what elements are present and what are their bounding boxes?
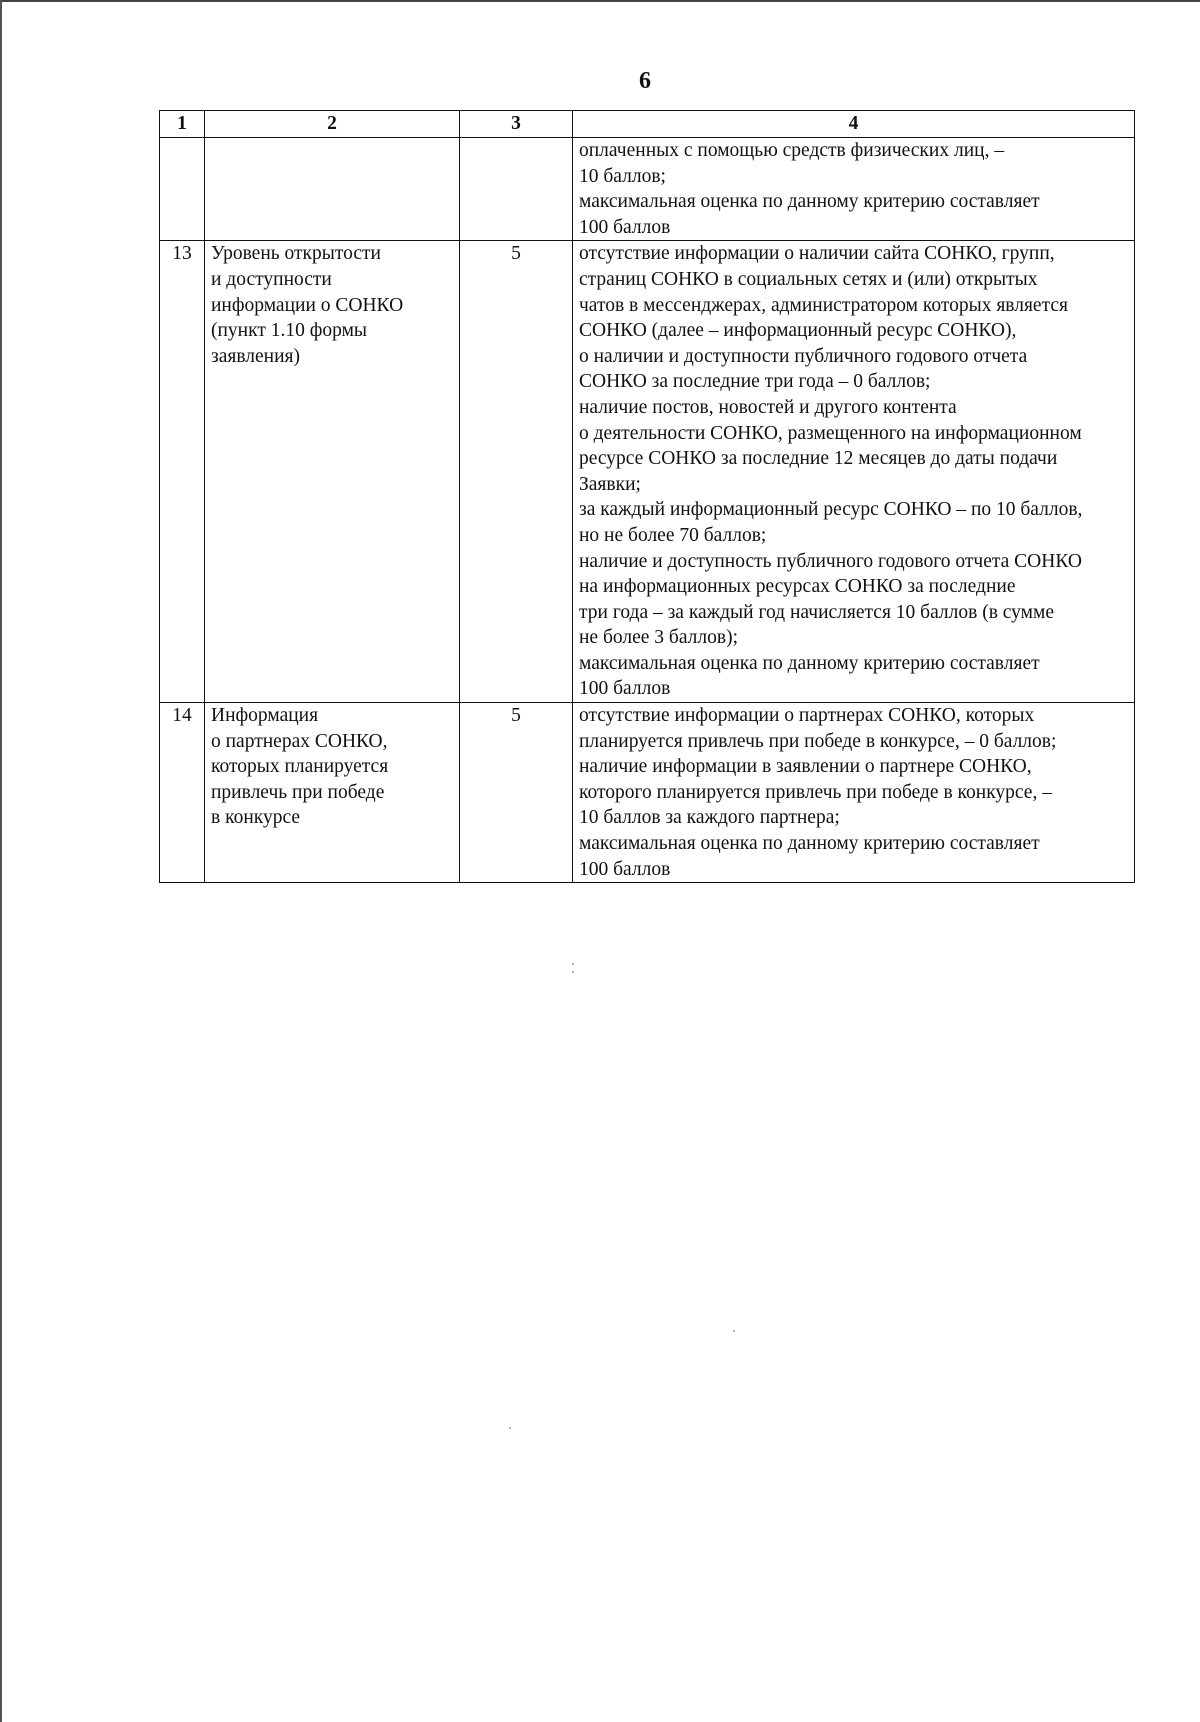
column-header: 2 [205, 111, 460, 138]
row-number: 13 [160, 241, 205, 703]
criterion-line: о партнерах СОНКО, [211, 730, 388, 752]
scoring-line: не более 3 баллов); [579, 627, 738, 649]
scoring-line: СОНКО за последние три года – 0 баллов; [579, 371, 931, 393]
scan-speck [572, 963, 574, 965]
criterion-line: Уровень открытости [211, 243, 381, 265]
scoring-cell [573, 241, 1135, 703]
column-header: 4 [573, 111, 1135, 138]
scoring-line: Заявки; [579, 473, 641, 495]
scoring-line: о наличии и доступности публичного годового отчета [579, 345, 1028, 367]
criterion-line: привлечь при победе [211, 781, 385, 803]
table-row [160, 703, 1135, 883]
criterion-cell [205, 138, 460, 241]
criterion-line: в конкурсе [211, 807, 300, 829]
criteria-table [159, 110, 1135, 883]
scoring-line: наличие постов, новостей и другого контента [579, 396, 957, 418]
scoring-line: ресурсе СОНКО за последние 12 месяцев до даты подачи [579, 448, 1058, 470]
criterion-cell [205, 241, 460, 703]
scoring-line: отсутствие информации о партнерах СОНКО, которых [579, 705, 1035, 727]
weight-cell: 5 [460, 241, 573, 703]
criterion-line: заявления) [211, 345, 300, 367]
scoring-line: о деятельности СОНКО, размещенного на информационном [579, 422, 1082, 444]
scoring-line: 10 баллов; [579, 165, 666, 187]
scoring-line: на информационных ресурсах СОНКО за последние [579, 576, 1016, 598]
criterion-line: и доступности [211, 268, 332, 290]
scan-speck [509, 1427, 511, 1429]
scoring-line: максимальная оценка по данному критерию составляет [579, 652, 1040, 674]
scoring-line: 10 баллов за каждого партнера; [579, 807, 840, 829]
page-number: 6 [639, 68, 651, 94]
criterion-line: которых планируется [211, 756, 389, 778]
scoring-line: которого планируется привлечь при победе в конкурсе, – [579, 781, 1052, 803]
table-row [160, 138, 1135, 241]
scan-speck [572, 971, 574, 973]
page-edge-top [0, 0, 1200, 2]
scoring-line: максимальная оценка по данному критерию составляет [579, 833, 1040, 855]
scoring-line: наличие информации в заявлении о партнере СОНКО, [579, 756, 1032, 778]
scoring-line: 100 баллов [579, 216, 671, 238]
scoring-line: планируется привлечь при победе в конкурсе, – 0 баллов; [579, 730, 1057, 752]
table-row [160, 241, 1135, 703]
scoring-cell [573, 703, 1135, 883]
scoring-line: СОНКО (далее – информационный ресурс СОНКО), [579, 320, 1017, 342]
row-number: 14 [160, 703, 205, 883]
scan-speck [733, 1330, 735, 1332]
criterion-cell [205, 703, 460, 883]
page-edge-left [0, 0, 2, 1722]
criterion-line: информации о СОНКО [211, 294, 404, 316]
table-body [160, 138, 1135, 883]
scoring-line: отсутствие информации о наличии сайта СОНКО, групп, [579, 243, 1055, 265]
scoring-line: наличие и доступность публичного годового отчета СОНКО [579, 550, 1082, 572]
criterion-line: Информация [211, 705, 319, 727]
weight-cell [460, 138, 573, 241]
scoring-line: три года – за каждый год начисляется 10 баллов (в сумме [579, 601, 1055, 623]
column-header: 3 [460, 111, 573, 138]
scoring-line: максимальная оценка по данному критерию составляет [579, 191, 1040, 213]
scoring-line: за каждый информационный ресурс СОНКО – по 10 баллов, [579, 499, 1083, 521]
scoring-line: оплаченных с помощью средств физических лиц, – [579, 140, 1005, 161]
scoring-line: страниц СОНКО в социальных сетях и (или) открытых [579, 268, 1038, 290]
scoring-line: 100 баллов [579, 858, 671, 880]
column-header: 1 [160, 111, 205, 138]
table-header-row [160, 111, 1135, 138]
row-number [160, 138, 205, 241]
scoring-line: 100 баллов [579, 678, 671, 700]
criterion-line: (пункт 1.10 формы [211, 320, 368, 342]
scoring-line: чатов в мессенджерах, администратором которых является [579, 294, 1068, 316]
scoring-cell [573, 138, 1135, 241]
weight-cell: 5 [460, 703, 573, 883]
scoring-line: но не более 70 баллов; [579, 524, 767, 546]
